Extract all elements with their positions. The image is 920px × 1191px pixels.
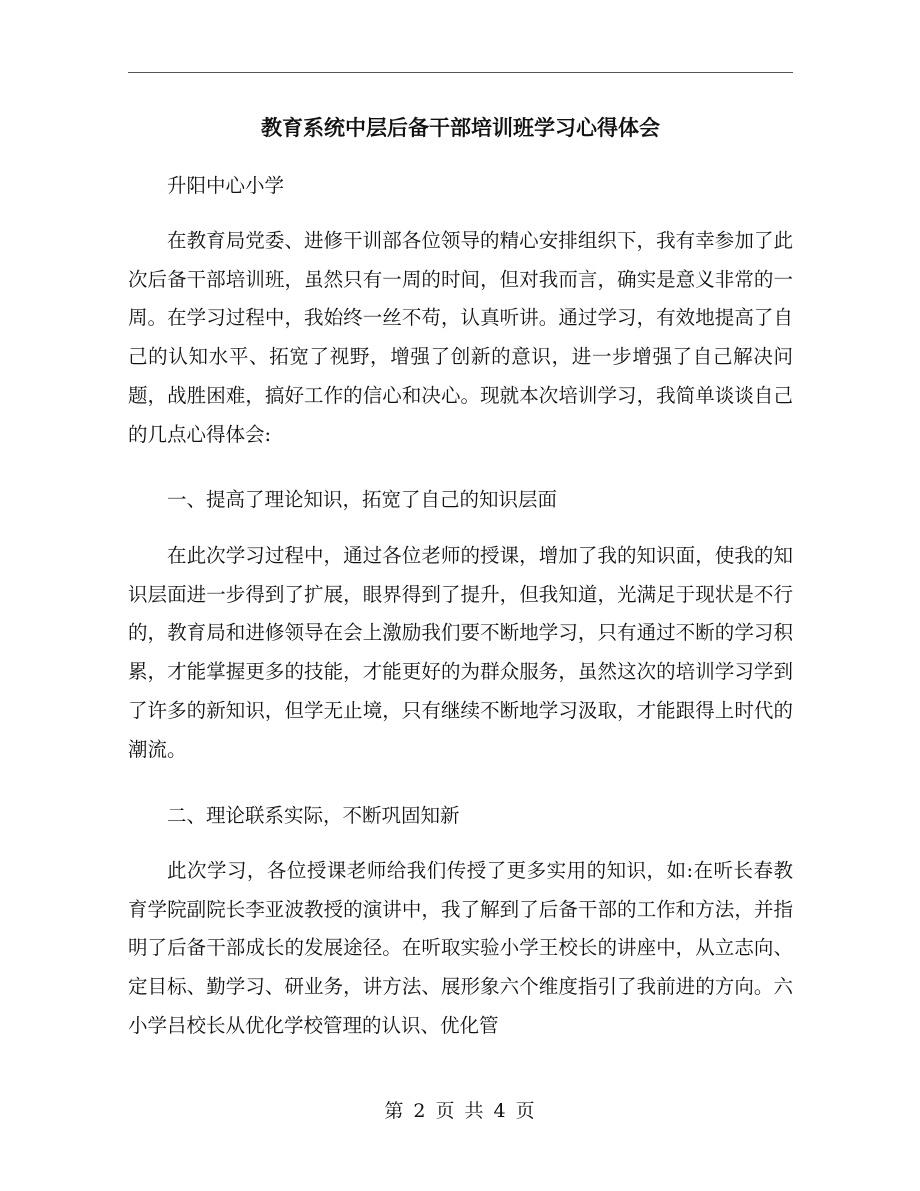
paragraph-section-1: 在此次学习过程中，通过各位老师的授课，增加了我的知识面，使我的知识层面进一步得到了扩展，眼界得到了提升，但我知道，光满足于现状是不行的，教育局和进修领导在会上激励我们要不断地学习，只有通过不断的学习积累，才能掌握更多的技能，才能更好的为群众服务，虽然这次的培训学习学到了许多的新知识，但学无止境，只有继续不断地学习汲取，才能跟得上时代的潮流。 [128, 544, 793, 761]
page-number-footer: 第 2 页 共 4 页 [384, 1100, 537, 1122]
author-line: 升阳中心小学 [167, 174, 285, 197]
document-title: 教育系统中层后备干部培训班学习心得体会 [261, 115, 660, 140]
section-heading-1: 一、提高了理论知识，拓宽了自己的知识层面 [167, 488, 558, 511]
paragraph-section-2: 此次学习，各位授课老师给我们传授了更多实用的知识，如:在听长春教育学院副院长李亚波教授的演讲中，我了解到了后备干部的工作和方法，并指明了后备干部成长的发展途径。在听取实验小学王校长的讲座中，从立志向、定目标、勤学习、研业务，讲方法、展形象六个维度指引了我前进的方向。六小学吕校长从优化学校管理的认识、优化管 [128, 859, 793, 1037]
paragraph-intro: 在教育局党委、进修干训部各位领导的精心安排组织下，我有幸参加了此次后备干部培训班，虽然只有一周的时间，但对我而言，确实是意义非常的一周。在学习过程中，我始终一丝不苟，认真听讲。通过学习，有效地提高了自己的认知水平、拓宽了视野，增强了创新的意识，进一步增强了自己解决问题，战胜困难，搞好工作的信心和决心。现就本次培训学习，我简单谈谈自己的几点心得体会: [128, 229, 793, 446]
section-heading-2: 二、理论联系实际，不断巩固知新 [167, 804, 460, 827]
header-rule [128, 72, 793, 73]
